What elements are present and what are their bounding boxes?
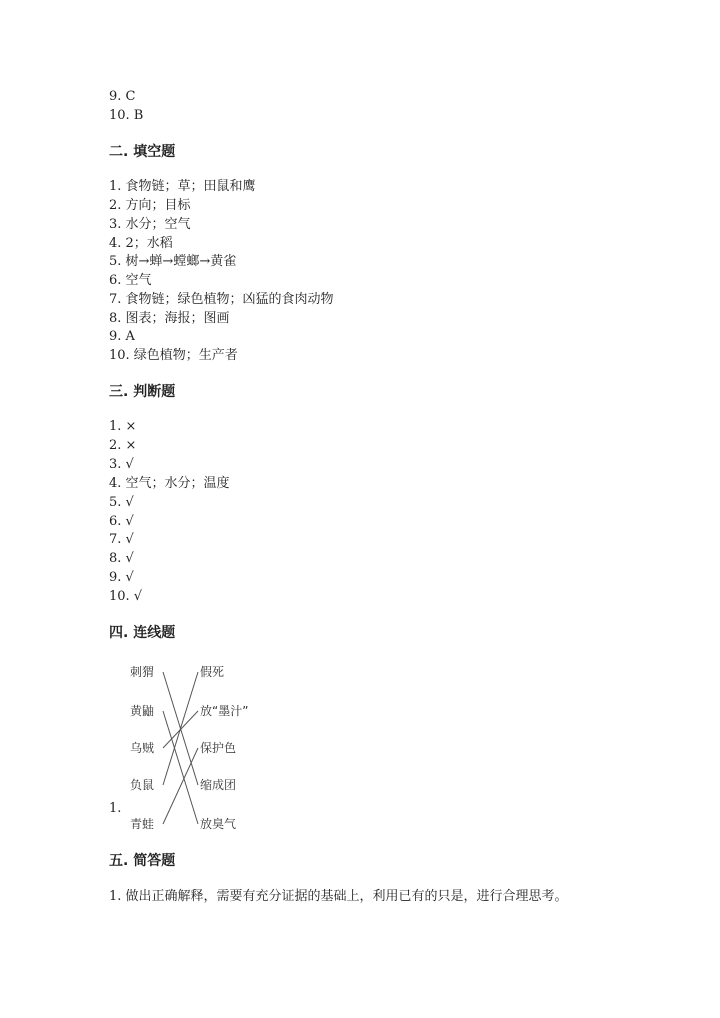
answer-line: 5. √ bbox=[109, 495, 134, 510]
answer-line: 1. × bbox=[109, 419, 137, 434]
section-title-match: 四. 连线题 bbox=[109, 625, 176, 641]
answer-line: 6. √ bbox=[109, 514, 134, 529]
answer-line: 8. √ bbox=[109, 551, 134, 566]
answer-line: 1. 食物链；草；田鼠和鹰 bbox=[109, 179, 256, 194]
answer-line: 10. B bbox=[109, 108, 144, 123]
match-left-item: 青蛙 bbox=[130, 817, 155, 831]
answer-line: 7. 食物链；绿色植物；凶猛的食肉动物 bbox=[109, 292, 334, 307]
answer-line: 9. A bbox=[109, 329, 135, 344]
answer-line: 4. 2；水稻 bbox=[109, 236, 173, 251]
answer-line: 10. √ bbox=[109, 589, 143, 604]
answer-line: 9. C bbox=[109, 89, 136, 104]
answer-line: 9. √ bbox=[109, 570, 134, 585]
match-right-item: 放臭气 bbox=[200, 817, 237, 831]
match-line bbox=[163, 748, 198, 824]
match-question-number: 1. bbox=[109, 801, 122, 816]
match-right-item: 假死 bbox=[200, 665, 225, 679]
answer-line: 6. 空气 bbox=[109, 273, 152, 288]
section-title-judge: 三. 判断题 bbox=[109, 384, 176, 400]
answer-line: 5. 树→蝉→螳螂→黄雀 bbox=[109, 254, 237, 269]
answer-line: 3. 水分；空气 bbox=[109, 217, 191, 232]
match-right-item: 保护色 bbox=[200, 741, 237, 755]
answer-line: 7. √ bbox=[109, 532, 134, 547]
answer-line: 2. 方向；目标 bbox=[109, 198, 191, 213]
section-title-fill: 二. 填空题 bbox=[109, 144, 176, 160]
match-left-item: 黄鼬 bbox=[130, 704, 155, 718]
match-left-item: 乌贼 bbox=[130, 741, 155, 755]
match-left-item: 刺猬 bbox=[130, 665, 155, 679]
answer-line: 3. √ bbox=[109, 457, 134, 472]
answer-line: 10. 绿色植物；生产者 bbox=[109, 348, 238, 363]
answer-line: 8. 图表；海报；图画 bbox=[109, 311, 230, 326]
match-right-item: 缩成团 bbox=[200, 778, 237, 792]
match-right-item: 放“墨汁” bbox=[200, 704, 249, 718]
answer-line: 2. × bbox=[109, 438, 137, 453]
match-left-item: 负鼠 bbox=[130, 778, 155, 792]
section-title-short: 五. 简答题 bbox=[109, 853, 176, 869]
answer-line: 4. 空气；水分；温度 bbox=[109, 476, 230, 491]
short-answer-text: 1. 做出正确解释，需要有充分证据的基础上，利用已有的只是，进行合理思考。 bbox=[109, 889, 568, 904]
